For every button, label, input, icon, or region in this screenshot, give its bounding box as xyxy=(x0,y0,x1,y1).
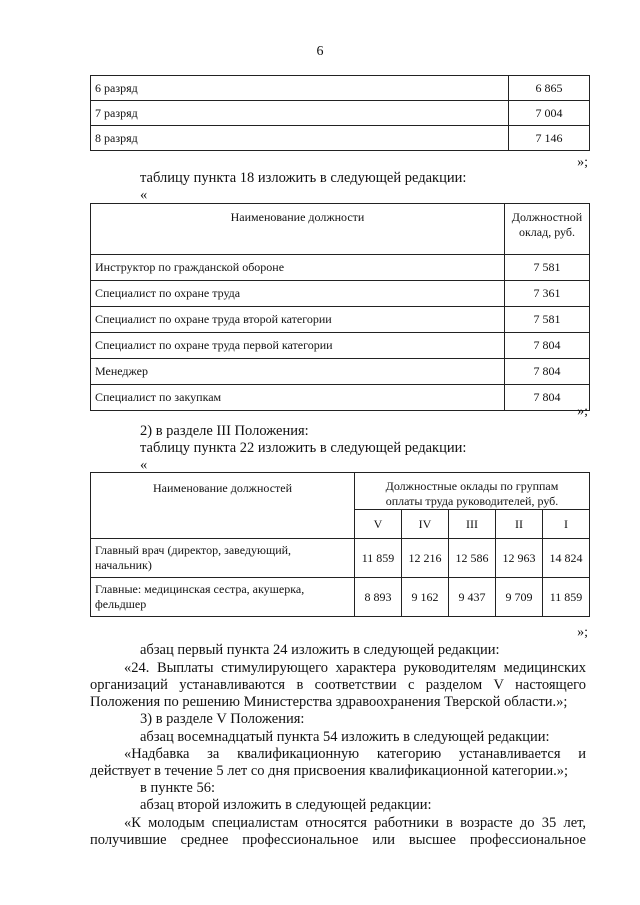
paragraph: таблицу пункта 22 изложить в следующей редакции: xyxy=(140,440,467,456)
group-header: IV xyxy=(402,510,449,539)
position-name-line1: Главные: медицинская сестра, акушерка, xyxy=(95,582,305,596)
salary-value: 7 361 xyxy=(505,281,590,307)
salary-value: 12 216 xyxy=(402,539,449,578)
paragraph-line: Положения по решению Министерства здравоохранения Тверской области.»; xyxy=(90,694,568,710)
position-name: Специалист по охране труда второй категории xyxy=(91,307,505,333)
paragraph-line: действует в течение 5 лет со дня присвоения квалификационной категории.»; xyxy=(90,763,568,779)
table-point-18 xyxy=(90,203,590,411)
salary-value: 7 581 xyxy=(505,307,590,333)
salary-value: 9 437 xyxy=(449,578,496,617)
grade-name: 8 разряд xyxy=(91,126,509,151)
position-name-line2: начальник) xyxy=(95,558,152,572)
table-row xyxy=(91,333,590,359)
opening-quote: « xyxy=(140,187,148,203)
table-row xyxy=(91,126,590,151)
paragraph-line: организаций устанавливаются в соответствии с разделом V настоящего xyxy=(90,677,586,693)
salary-value: 11 859 xyxy=(543,578,590,617)
table-row xyxy=(91,101,590,126)
table-row xyxy=(91,281,590,307)
table-point-22 xyxy=(90,472,590,617)
page-number: 6 xyxy=(316,44,324,59)
header-salary-line1: Должностной xyxy=(511,210,583,224)
group-header: II xyxy=(496,510,543,539)
table-row xyxy=(91,255,590,281)
column-header-position: Наименование должности xyxy=(91,204,505,255)
salary-value: 7 804 xyxy=(505,385,590,411)
position-name: Специалист по охране труда xyxy=(91,281,505,307)
position-name: Инструктор по гражданской обороне xyxy=(91,255,505,281)
salary-value: 11 859 xyxy=(355,539,402,578)
position-name xyxy=(91,539,355,578)
column-header-groups xyxy=(355,473,590,510)
position-name-line2: фельдшер xyxy=(95,597,147,611)
paragraph-line: «24. Выплаты стимулирующего характера руководителям медицинских xyxy=(124,660,586,676)
salary-value: 8 893 xyxy=(355,578,402,617)
column-header-positions: Наименование должностей xyxy=(91,473,355,539)
paragraph: в пункте 56: xyxy=(140,780,216,796)
header-salary-line2: оклад, руб. xyxy=(518,225,576,239)
group-header: III xyxy=(449,510,496,539)
position-name-line1: Главный врач (директор, заведующий, xyxy=(95,543,292,557)
salary-value: 9 709 xyxy=(496,578,543,617)
salary-value: 9 162 xyxy=(402,578,449,617)
salary-value: 12 586 xyxy=(449,539,496,578)
grade-value: 6 865 xyxy=(509,76,590,101)
paragraph: таблицу пункта 18 изложить в следующей редакции: xyxy=(140,170,467,186)
closing-quote: »; xyxy=(577,625,588,640)
grade-value: 7 004 xyxy=(509,101,590,126)
paragraph: абзац второй изложить в следующей редакции: xyxy=(140,797,432,813)
opening-quote: « xyxy=(140,457,148,473)
paragraph: 2) в разделе III Положения: xyxy=(140,423,309,439)
column-header-salary xyxy=(505,204,590,255)
table-row xyxy=(91,307,590,333)
header-groups-line2: оплаты труда руководителей, руб. xyxy=(385,494,559,508)
closing-quote: »; xyxy=(577,404,588,419)
grade-value: 7 146 xyxy=(509,126,590,151)
table-row xyxy=(91,359,590,385)
table-header-row xyxy=(91,204,590,255)
paragraph: абзац восемнадцатый пункта 54 изложить в следующей редакции: xyxy=(140,729,550,745)
paragraph: абзац первый пункта 24 изложить в следующей редакции: xyxy=(140,642,500,658)
paragraph-line: «К молодым специалистам относятся работники в возрасте до 35 лет, xyxy=(124,815,586,831)
salary-value: 7 804 xyxy=(505,333,590,359)
salary-value: 12 963 xyxy=(496,539,543,578)
table-row xyxy=(91,539,590,578)
salary-value: 7 804 xyxy=(505,359,590,385)
paragraph-line: получившие среднее профессиональное или высшее профессиональное xyxy=(90,832,586,848)
table-row xyxy=(91,385,590,411)
closing-quote: »; xyxy=(577,155,588,170)
position-name: Специалист по охране труда первой категории xyxy=(91,333,505,359)
paragraph-line: «Надбавка за квалификационную категорию устанавливается и xyxy=(124,746,586,762)
grade-name: 7 разряд xyxy=(91,101,509,126)
position-name xyxy=(91,578,355,617)
paragraph: 3) в разделе V Положения: xyxy=(140,711,305,727)
salary-value: 7 581 xyxy=(505,255,590,281)
header-groups-line1: Должностные оклады по группам xyxy=(385,479,559,493)
grades-table xyxy=(90,75,590,151)
group-header: V xyxy=(355,510,402,539)
position-name: Менеджер xyxy=(91,359,505,385)
position-name: Специалист по закупкам xyxy=(91,385,505,411)
table-header-row xyxy=(91,473,590,510)
grade-name: 6 разряд xyxy=(91,76,509,101)
group-header: I xyxy=(543,510,590,539)
table-row xyxy=(91,578,590,617)
table-row xyxy=(91,76,590,101)
salary-value: 14 824 xyxy=(543,539,590,578)
